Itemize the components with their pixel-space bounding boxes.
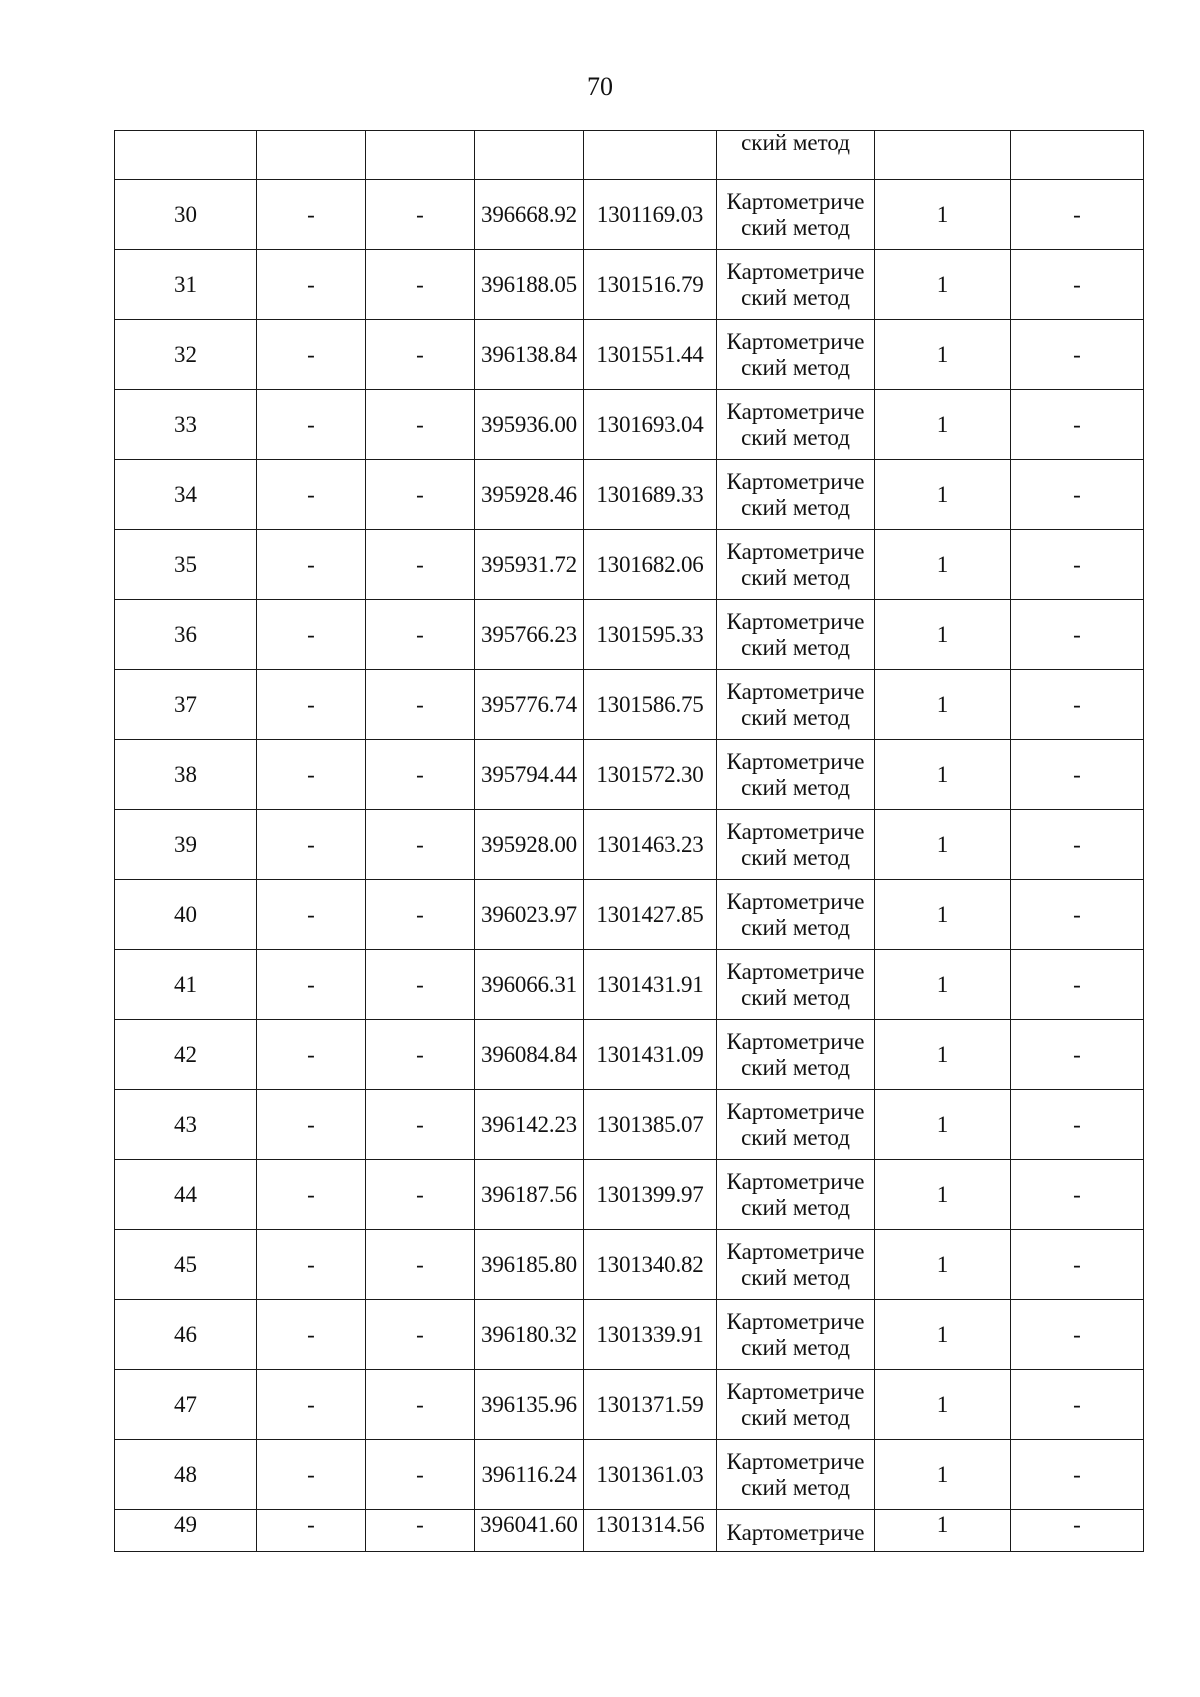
cell-col2: -	[257, 740, 366, 810]
cell-x: 395794.44	[475, 740, 584, 810]
cell-point-number: 40	[115, 880, 257, 950]
cell-y: 1301431.91	[584, 950, 717, 1020]
cell-col8: -	[1011, 1440, 1144, 1510]
cell-col2: -	[257, 810, 366, 880]
cell-col8: -	[1011, 1090, 1144, 1160]
cell-y: 1301427.85	[584, 880, 717, 950]
cell-col2: -	[257, 1300, 366, 1370]
cell-y: 1301169.03	[584, 180, 717, 250]
cell-col3-text: -	[416, 1512, 424, 1537]
cell-y: 1301399.97	[584, 1160, 717, 1230]
cell-col3: -	[366, 1230, 475, 1300]
method-line2: ский метод	[741, 1264, 850, 1290]
table-row	[115, 1440, 1144, 1510]
cell-point-number: 39	[115, 810, 257, 880]
cell-col2: -	[257, 390, 366, 460]
cell-col8: -	[1011, 180, 1144, 250]
method-line2: ский метод	[741, 1194, 850, 1220]
cell-x: 396135.96	[475, 1370, 584, 1440]
method-line2: ский метод	[741, 1054, 850, 1080]
cell-y: 1301551.44	[584, 320, 717, 390]
method-line1: Картометриче	[726, 818, 865, 844]
cell-col8: -	[1011, 1230, 1144, 1300]
cell-point-number: 34	[115, 460, 257, 530]
cell-col7: 1	[875, 1160, 1011, 1230]
cell-point-number: 38	[115, 740, 257, 810]
cell-point-number: 45	[115, 1230, 257, 1300]
cell-x: 395766.23	[475, 600, 584, 670]
table-row	[115, 740, 1144, 810]
cell-col7: 1	[875, 1300, 1011, 1370]
cell-col3: -	[366, 600, 475, 670]
cell-point-number	[115, 1510, 257, 1552]
cell-y-text: 1301314.56	[595, 1512, 705, 1537]
cell-col7	[875, 1510, 1011, 1552]
cell-col8	[1011, 131, 1144, 180]
cell-col3: -	[366, 670, 475, 740]
cell-col8: -	[1011, 1300, 1144, 1370]
cell-x: 396023.97	[475, 880, 584, 950]
cell-x: 396180.32	[475, 1300, 584, 1370]
cell-x: 396116.24	[475, 1440, 584, 1510]
cell-col2: -	[257, 250, 366, 320]
cell-col7: 1	[875, 600, 1011, 670]
cell-x: 396188.05	[475, 250, 584, 320]
cell-col7: 1	[875, 390, 1011, 460]
cell-col2: -	[257, 600, 366, 670]
method-line2: ский метод	[741, 704, 850, 730]
cell-method	[717, 320, 875, 390]
cell-method	[717, 131, 875, 180]
cell-method	[717, 880, 875, 950]
method-line1: Картометриче	[726, 468, 865, 494]
cell-col2: -	[257, 180, 366, 250]
cell-x: 396187.56	[475, 1160, 584, 1230]
table-row	[115, 250, 1144, 320]
cell-x: 395928.46	[475, 460, 584, 530]
cell-method	[717, 390, 875, 460]
table-row	[115, 670, 1144, 740]
cell-y: 1301693.04	[584, 390, 717, 460]
table-row	[115, 1370, 1144, 1440]
cell-col8: -	[1011, 880, 1144, 950]
cell-point-number: 41	[115, 950, 257, 1020]
table-row	[115, 950, 1144, 1020]
cell-y: 1301682.06	[584, 530, 717, 600]
cell-x: 396138.84	[475, 320, 584, 390]
method-line1: Картометриче	[726, 678, 865, 704]
cell-method	[717, 460, 875, 530]
cell-method	[717, 600, 875, 670]
cell-col2: -	[257, 1370, 366, 1440]
cell-col3: -	[366, 530, 475, 600]
cell-col2: -	[257, 1440, 366, 1510]
cell-col2: -	[257, 1090, 366, 1160]
table-row	[115, 320, 1144, 390]
cell-point-number: 35	[115, 530, 257, 600]
cell-y: 1301689.33	[584, 460, 717, 530]
method-line2: ский метод	[741, 354, 850, 380]
cell-point-number: 44	[115, 1160, 257, 1230]
cell-col8: -	[1011, 460, 1144, 530]
cell-col3: -	[366, 1370, 475, 1440]
cell-col7: 1	[875, 320, 1011, 390]
method-line1: Картометриче	[726, 888, 865, 914]
cell-y: 1301431.09	[584, 1020, 717, 1090]
table-row	[115, 1020, 1144, 1090]
cell-point-number: 48	[115, 1440, 257, 1510]
method-line1: Картометриче	[726, 1520, 865, 1545]
table-row-partial	[115, 1510, 1144, 1552]
cell-col3: -	[366, 880, 475, 950]
cell-col8: -	[1011, 390, 1144, 460]
cell-y: 1301595.33	[584, 600, 717, 670]
cell-col3: -	[366, 1300, 475, 1370]
method-line1: Картометриче	[726, 188, 865, 214]
cell-col8: -	[1011, 670, 1144, 740]
cell-col7: 1	[875, 1370, 1011, 1440]
cell-col2: -	[257, 320, 366, 390]
cell-point-number: 47	[115, 1370, 257, 1440]
cell-col7: 1	[875, 1440, 1011, 1510]
cell-point-number: 42	[115, 1020, 257, 1090]
cell-col2: -	[257, 1020, 366, 1090]
method-line2: ский метод	[741, 130, 850, 155]
table-row	[115, 460, 1144, 530]
cell-point-number: 43	[115, 1090, 257, 1160]
cell-y: 1301385.07	[584, 1090, 717, 1160]
method-line2: ский метод	[741, 424, 850, 450]
method-line1: Картометриче	[726, 258, 865, 284]
cell-col8: -	[1011, 600, 1144, 670]
cell-col8: -	[1011, 810, 1144, 880]
cell-col3: -	[366, 740, 475, 810]
cell-point-number: 46	[115, 1300, 257, 1370]
cell-col2-text: -	[307, 1512, 315, 1537]
cell-x: 396185.80	[475, 1230, 584, 1300]
cell-col7: 1	[875, 740, 1011, 810]
cell-method	[717, 950, 875, 1020]
table-row	[115, 1160, 1144, 1230]
method-line1: Картометриче	[726, 748, 865, 774]
cell-x	[475, 1510, 584, 1552]
table-row	[115, 880, 1144, 950]
cell-y: 1301340.82	[584, 1230, 717, 1300]
cell-x	[475, 131, 584, 180]
cell-point-number: 30	[115, 180, 257, 250]
cell-col7: 1	[875, 1090, 1011, 1160]
method-line2: ский метод	[741, 1124, 850, 1150]
cell-method	[717, 740, 875, 810]
table-row	[115, 1090, 1144, 1160]
cell-col2: -	[257, 460, 366, 530]
method-line2: ский метод	[741, 1334, 850, 1360]
page-number: 70	[587, 72, 613, 101]
cell-x: 395931.72	[475, 530, 584, 600]
method-line1: Картометриче	[726, 1168, 865, 1194]
table-row	[115, 1300, 1144, 1370]
cell-col8: -	[1011, 1160, 1144, 1230]
cell-col3: -	[366, 1440, 475, 1510]
cell-col2	[257, 1510, 366, 1552]
cell-y: 1301339.91	[584, 1300, 717, 1370]
method-line2: ский метод	[741, 564, 850, 590]
cell-col2: -	[257, 530, 366, 600]
cell-col3: -	[366, 1020, 475, 1090]
method-line2: ский метод	[741, 774, 850, 800]
cell-col8: -	[1011, 250, 1144, 320]
cell-col7: 1	[875, 460, 1011, 530]
cell-col7	[875, 131, 1011, 180]
cell-point-number: 33	[115, 390, 257, 460]
cell-method	[717, 530, 875, 600]
table-row	[115, 390, 1144, 460]
cell-y: 1301371.59	[584, 1370, 717, 1440]
cell-x-text: 396041.60	[480, 1512, 578, 1537]
cell-y	[584, 1510, 717, 1552]
cell-col8: -	[1011, 1020, 1144, 1090]
cell-x: 396084.84	[475, 1020, 584, 1090]
cell-point-number: 36	[115, 600, 257, 670]
cell-col3: -	[366, 1160, 475, 1230]
method-line1: Картометриче	[726, 1448, 865, 1474]
cell-x: 395936.00	[475, 390, 584, 460]
cell-col7: 1	[875, 950, 1011, 1020]
method-line1: Картометриче	[726, 1098, 865, 1124]
cell-method	[717, 1090, 875, 1160]
cell-col7: 1	[875, 530, 1011, 600]
cell-method	[717, 250, 875, 320]
method-line2: ский метод	[741, 214, 850, 240]
cell-col8: -	[1011, 320, 1144, 390]
cell-y: 1301361.03	[584, 1440, 717, 1510]
method-line2: ский метод	[741, 844, 850, 870]
cell-method	[717, 180, 875, 250]
cell-method	[717, 1370, 875, 1440]
cell-method	[717, 810, 875, 880]
method-line2: ский метод	[741, 984, 850, 1010]
cell-point-number-text: 49	[174, 1512, 197, 1537]
cell-method	[717, 1020, 875, 1090]
table-row	[115, 600, 1144, 670]
cell-col3: -	[366, 390, 475, 460]
method-line2: ский метод	[741, 634, 850, 660]
cell-col3: -	[366, 1090, 475, 1160]
method-line2: ский метод	[741, 1404, 850, 1430]
method-line2: ский метод	[741, 284, 850, 310]
cell-y: 1301516.79	[584, 250, 717, 320]
method-line1: Картометриче	[726, 398, 865, 424]
cell-method	[717, 1300, 875, 1370]
coordinates-table	[114, 130, 1144, 1552]
cell-col7-text: 1	[936, 1512, 949, 1537]
cell-col2: -	[257, 670, 366, 740]
cell-col8-text: -	[1073, 1512, 1081, 1537]
cell-col7: 1	[875, 1230, 1011, 1300]
cell-col7: 1	[875, 1020, 1011, 1090]
method-line1: Картометриче	[726, 608, 865, 634]
cell-x: 396668.92	[475, 180, 584, 250]
cell-col7: 1	[875, 250, 1011, 320]
cell-point-number: 32	[115, 320, 257, 390]
cell-col7: 1	[875, 810, 1011, 880]
method-line1: Картометриче	[726, 958, 865, 984]
cell-x: 395776.74	[475, 670, 584, 740]
method-line1: Картометриче	[726, 538, 865, 564]
table-row	[115, 530, 1144, 600]
cell-col8: -	[1011, 1370, 1144, 1440]
cell-col7: 1	[875, 180, 1011, 250]
cell-method	[717, 1440, 875, 1510]
cell-col3: -	[366, 250, 475, 320]
cell-method	[717, 1160, 875, 1230]
cell-point-number: 31	[115, 250, 257, 320]
cell-x: 395928.00	[475, 810, 584, 880]
cell-y: 1301586.75	[584, 670, 717, 740]
method-line2: ский метод	[741, 1474, 850, 1500]
cell-y: 1301463.23	[584, 810, 717, 880]
method-line1: Картометриче	[726, 1378, 865, 1404]
cell-x: 396142.23	[475, 1090, 584, 1160]
cell-col2: -	[257, 950, 366, 1020]
cell-point-number: 37	[115, 670, 257, 740]
cell-col3: -	[366, 320, 475, 390]
cell-col2	[257, 131, 366, 180]
cell-point-number	[115, 131, 257, 180]
cell-col8: -	[1011, 740, 1144, 810]
method-line1: Картометриче	[726, 1028, 865, 1054]
cell-y: 1301572.30	[584, 740, 717, 810]
cell-method	[717, 1510, 875, 1552]
cell-col2: -	[257, 880, 366, 950]
method-line2: ский метод	[741, 914, 850, 940]
cell-col8: -	[1011, 530, 1144, 600]
table-row-continued	[115, 131, 1144, 180]
table-body	[115, 131, 1144, 1552]
table-row	[115, 1230, 1144, 1300]
cell-col2: -	[257, 1230, 366, 1300]
cell-col3: -	[366, 460, 475, 530]
method-line1: Картометриче	[726, 1308, 865, 1334]
cell-col8	[1011, 1510, 1144, 1552]
cell-x: 396066.31	[475, 950, 584, 1020]
cell-col7: 1	[875, 880, 1011, 950]
cell-col3	[366, 1510, 475, 1552]
cell-col7: 1	[875, 670, 1011, 740]
method-line1: Картометриче	[726, 328, 865, 354]
cell-col3	[366, 131, 475, 180]
method-line1: Картометриче	[726, 1238, 865, 1264]
cell-col3: -	[366, 950, 475, 1020]
table-row	[115, 810, 1144, 880]
table-row	[115, 180, 1144, 250]
cell-y	[584, 131, 717, 180]
cell-method	[717, 670, 875, 740]
cell-col2: -	[257, 1160, 366, 1230]
cell-col8: -	[1011, 950, 1144, 1020]
cell-col3: -	[366, 810, 475, 880]
cell-method	[717, 1230, 875, 1300]
method-line2: ский метод	[741, 494, 850, 520]
cell-col3: -	[366, 180, 475, 250]
